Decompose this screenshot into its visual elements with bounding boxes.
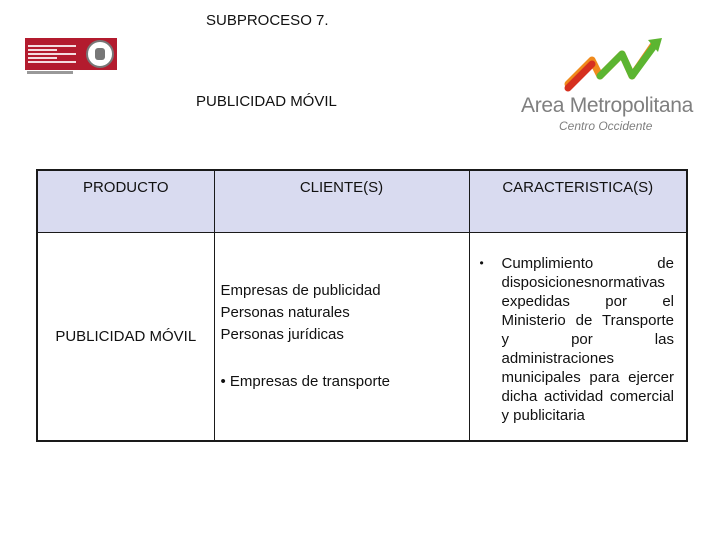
header-clientes: CLIENTE(S) bbox=[214, 170, 469, 233]
client-item: Empresas de publicidad bbox=[220, 282, 381, 299]
client-item: Personas jurídicas bbox=[220, 326, 344, 343]
page-subtitle: PUBLICIDAD MÓVIL bbox=[196, 93, 337, 110]
process-table bbox=[36, 169, 688, 442]
page-title: SUBPROCESO 7. bbox=[206, 12, 329, 29]
table-row bbox=[37, 233, 687, 442]
header-producto: PRODUCTO bbox=[37, 170, 214, 233]
certification-seal-icon bbox=[86, 40, 114, 68]
table-header-row bbox=[37, 170, 687, 233]
certification-text-lines bbox=[25, 45, 76, 63]
client-item-bulleted: • Empresas de transporte bbox=[220, 373, 390, 390]
characteristics-cell bbox=[469, 233, 687, 442]
product-cell: PUBLICIDAD MÓVIL bbox=[37, 233, 214, 442]
bullet-icon: • bbox=[479, 256, 484, 270]
characteristic-text: Cumplimiento de disposicionesnormativas expedidas por el Ministerio de Transporte y por las administraciones municipales para ejercer dicha actividad comercial y publicitaria bbox=[501, 255, 674, 424]
header-caracteristicas: CARACTERISTICA(S) bbox=[469, 170, 687, 233]
clients-cell bbox=[214, 233, 469, 442]
certification-badge-icon bbox=[25, 38, 117, 70]
logo-subtitle: Centro Occidente bbox=[559, 119, 653, 133]
logo-name: Area Metropolitana bbox=[521, 94, 694, 117]
certification-caption bbox=[27, 71, 73, 74]
client-item: Personas naturales bbox=[220, 304, 350, 321]
